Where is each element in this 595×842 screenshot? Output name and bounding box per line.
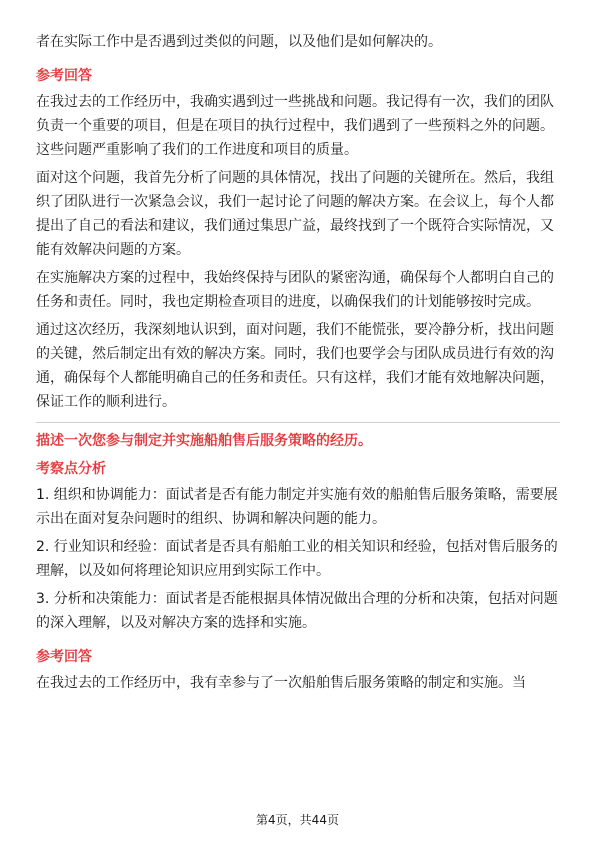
analysis-heading: 考察点分析 — [36, 461, 106, 477]
document-page — [36, 30, 560, 699]
analysis-point: 3. 分析和决策能力：面试者是否能根据具体情况做出合理的分析和决策，包括对问题的深入理解，以及对解决方案的选择和实施。 — [36, 591, 558, 631]
answer1-paragraph: 在实施解决方案的过程中，我始终保持与团队的紧密沟通，确保每个人都明白自己的任务和责任。同时，我也定期检查项目的进度，以确保我们的计划能够按时完成。 — [36, 270, 554, 310]
analysis-point: 1. 组织和协调能力：面试者是否有能力制定并实施有效的船舶售后服务策略，需要展示出在面对复杂问题时的组织、协调和解决问题的能力。 — [36, 487, 558, 527]
answer1-paragraph: 在我过去的工作经历中，我确实遇到过一些挑战和问题。我记得有一次，我们的团队负责一个重要的项目，但是在项目的执行过程中，我们遇到了一些预料之外的问题。这些问题严重影响了我们的工作进度和项目的质量。 — [36, 94, 554, 158]
analysis-point: 2. 行业知识和经验：面试者是否具有船舶工业的相关知识和经验，包括对售后服务的理解，以及如何将理论知识应用到实际工作中。 — [36, 539, 558, 579]
answer1-paragraph: 通过这次经历，我深刻地认识到，面对问题，我们不能慌张，要冷静分析，找出问题的关键，然后制定出有效的解决方案。同时，我们也要学会与团队成员进行有效的沟通，确保每个人都能明确自己的任务和责任。只有这样，我们才能有效地解决问题，保证工作的顺利进行。 — [36, 322, 554, 410]
answer2-start-text: 在我过去的工作经历中，我有幸参与了一次船舶售后服务策略的制定和实施。当 — [36, 675, 526, 691]
page-number-footer: 第4页，共44页 — [256, 813, 339, 827]
answer2-heading: 参考回答 — [36, 649, 92, 665]
question2-title: 描述一次您参与制定并实施船舶售后服务策略的经历。 — [36, 433, 372, 449]
answer1-paragraph: 面对这个问题，我首先分析了问题的具体情况，找出了问题的关键所在。然后，我组织了团队进行一次紧急会议，我们一起讨论了问题的解决方案。在会议上，每个人都提出了自己的看法和建议，我们通过集思广益，最终找到了一个既符合实际情况，又能有效解决问题的方案。 — [36, 170, 554, 258]
section-divider — [36, 422, 560, 423]
answer1-heading: 参考回答 — [36, 68, 92, 84]
intro-tail-text: 者在实际工作中是否遇到过类似的问题，以及他们是如何解决的。 — [36, 34, 442, 50]
